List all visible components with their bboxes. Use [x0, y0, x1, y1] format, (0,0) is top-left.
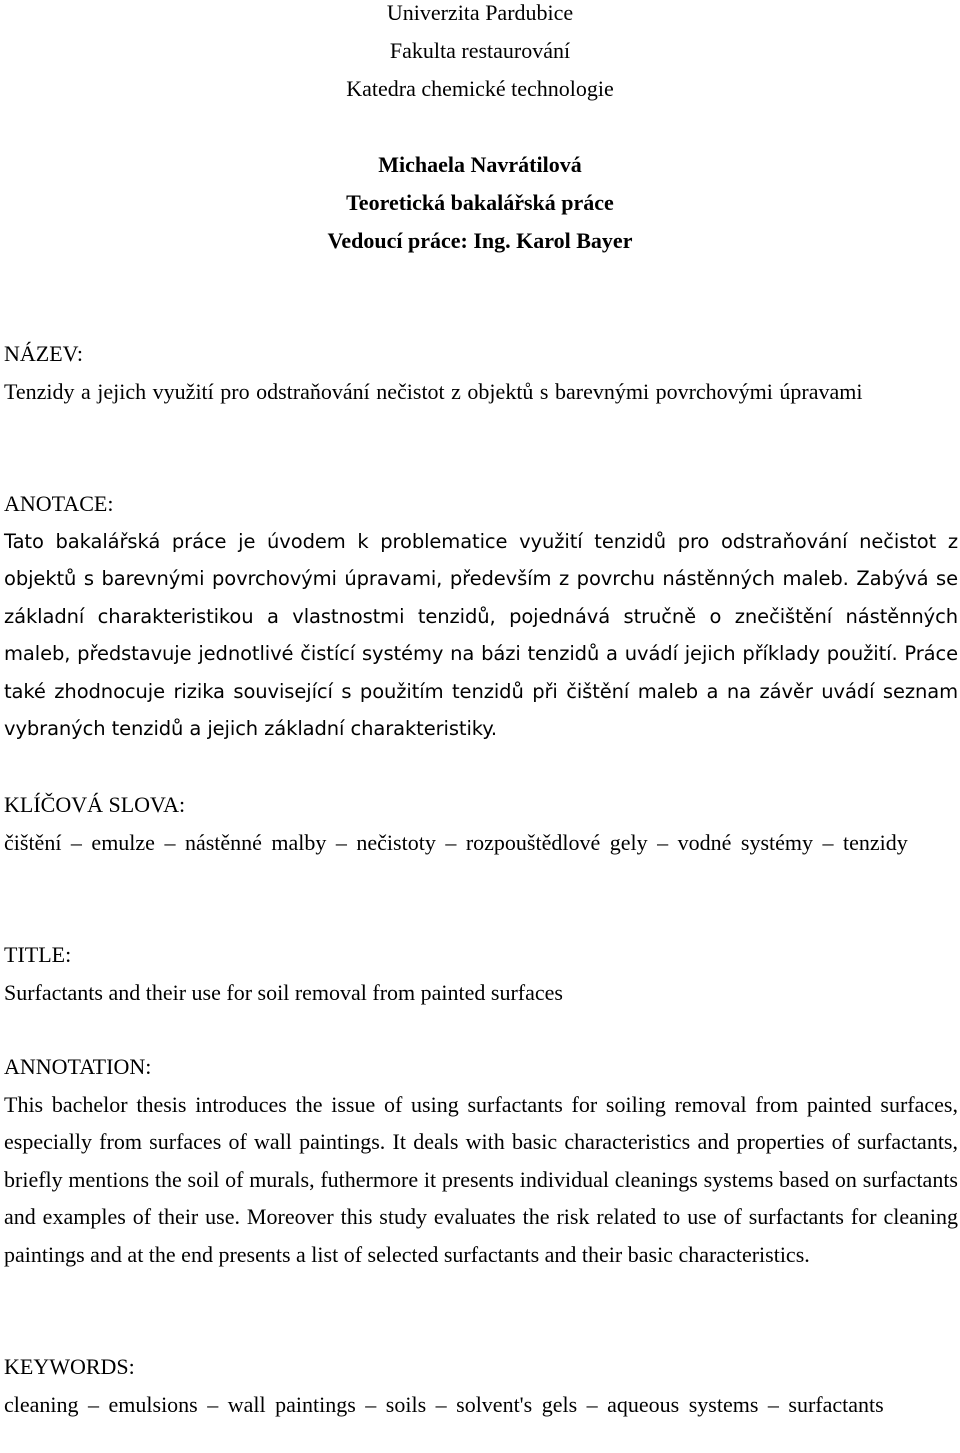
author-name: Michaela Navrátilová — [378, 152, 582, 177]
klicova-slova-section — [4, 786, 958, 861]
nazev-text: Tenzidy a jejich využití pro odstraňování nečistot z objektů s barevnými povrchovými úpravami — [4, 378, 863, 404]
work-type: Teoretická bakalářská práce — [346, 190, 614, 215]
nazev-label: NÁZEV: — [4, 341, 84, 366]
title-label: TITLE: — [4, 942, 72, 967]
supervisor: Vedoucí práce: Ing. Karol Bayer — [327, 228, 633, 253]
anotace-text: Tato bakalářská práce je úvodem k problematice využití tenzidů pro odstraňování nečistot z objektů s barevnými povrchovými úpravami, především z povrchu nástěnných maleb. Zabývá se základní charakteristikou a vlastnostmi tenzidů, pojednává stručně o znečištění nástěnných maleb, představuje jednotlivé čistící systémy na bázi tenzidů a uvádí jejich příklady použití. Práce také zhodnocuje rizika související s použitím tenzidů při čištění maleb a na závěr uvádí seznam vybraných tenzidů a jejich základní charakteristiky. — [4, 529, 958, 740]
annotation-section — [4, 1048, 958, 1273]
department-name: Katedra chemické technologie — [346, 76, 614, 101]
title-text: Surfactants and their use for soil removal from painted surfaces — [4, 979, 563, 1005]
klicova-slova-text: čištění – emulze – nástěnné malby – nečistoty – rozpouštědlové gely – vodné systémy – tenzidy — [4, 829, 908, 855]
keywords-section — [4, 1348, 958, 1423]
university-name: Univerzita Pardubice — [386, 0, 574, 25]
nazev-section — [4, 335, 958, 410]
anotace-section — [4, 485, 958, 748]
author-block — [0, 146, 960, 260]
keywords-text: cleaning – emulsions – wall paintings – soils – solvent's gels – aqueous systems – surfactants — [4, 1391, 884, 1417]
annotation-text: This bachelor thesis introduces the issue of using surfactants for soiling removal from painted surfaces, especially from surfaces of wall paintings. It deals with basic characteristics and properties of surfactants, briefly mentions the soil of murals, futhermore it presents individual cleanings systems based on surfactants and examples of their use. Moreover this study evaluates the risk related to use of surfactants for cleaning paintings and at the end presents a list of selected surfactants and their basic characteristics. — [4, 1091, 958, 1267]
anotace-label: ANOTACE: — [4, 491, 114, 516]
faculty-name: Fakulta restaurování — [389, 38, 571, 63]
annotation-label: ANNOTATION: — [4, 1054, 152, 1079]
title-section — [4, 936, 958, 1011]
keywords-label: KEYWORDS: — [4, 1354, 135, 1379]
institution-header — [0, 0, 960, 108]
klicova-slova-label: KLÍČOVÁ SLOVA: — [4, 792, 186, 817]
